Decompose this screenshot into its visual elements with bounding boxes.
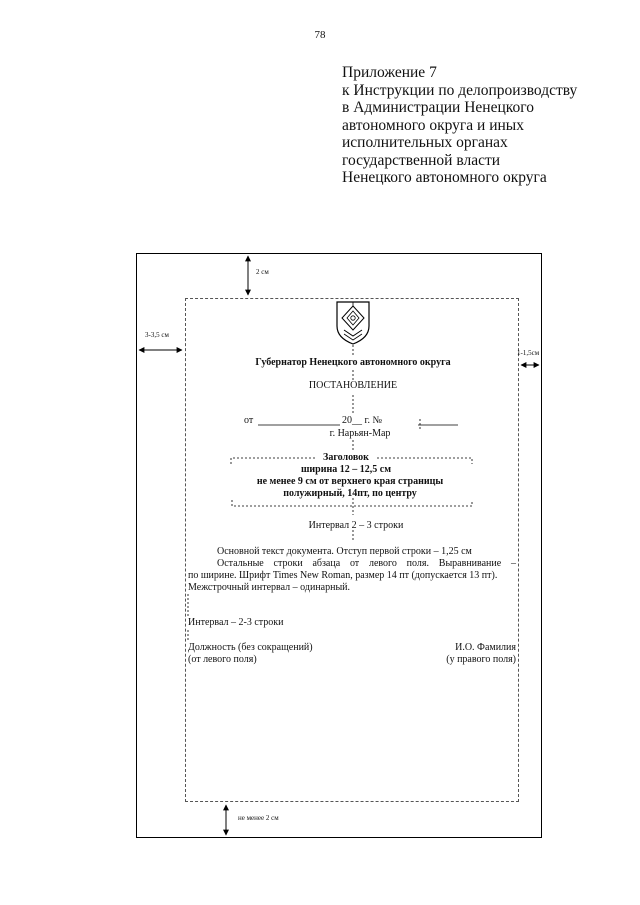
interval-note: Интервал 2 – 3 строки	[308, 520, 404, 531]
appendix-line: Приложение 7	[342, 64, 437, 81]
appendix-line: исполнительных органах	[342, 134, 508, 151]
decree-title: ПОСТАНОВЛЕНИЕ	[308, 380, 398, 391]
city-label: г. Нарьян-Мар	[329, 428, 391, 439]
left-margin-label: 3-3,5 см	[145, 331, 169, 339]
body-text-line: Остальные строки абзаца от левого поля. Выравнивание –	[217, 558, 516, 569]
signature-name-label: И.О. Фамилия	[455, 642, 516, 653]
appendix-line: автономного округа и иных	[342, 116, 524, 134]
heading-line: не менее 9 см от верхнего края страницы	[256, 476, 444, 487]
date-from-label: от	[244, 415, 254, 426]
date-year-label: 20__ г. №	[342, 415, 383, 426]
appendix-line: Ненецкого автономного округа	[342, 169, 547, 186]
signature-name-note: (у правого поля)	[446, 654, 516, 665]
body-text-line: Межстрочный интервал – одинарный.	[188, 582, 351, 593]
position-label: Должность (без сокращений)	[188, 642, 313, 653]
appendix-line: к Инструкции по делопроизводству	[342, 81, 578, 99]
heading-title: Заголовок	[323, 452, 369, 463]
appendix-line: государственной власти	[342, 151, 501, 169]
governor-title: Губернатор Ненецкого автономного округа	[255, 357, 451, 368]
body-text-line: по ширине. Шрифт Times New Roman, размер 14 пт (допускается 13 пт).	[188, 570, 498, 581]
interval-note: Интервал – 2-3 строки	[188, 617, 284, 628]
heading-line: ширина 12 – 12,5 см	[300, 464, 392, 475]
bottom-margin-label: не менее 2 см	[238, 814, 279, 822]
coat-of-arms-icon	[334, 300, 372, 346]
right-margin-label: 1-1,5см	[517, 349, 540, 357]
appendix-line: в Администрации Ненецкого	[342, 99, 534, 116]
top-margin-label: 2 см	[256, 268, 269, 276]
body-text-line: Основной текст документа. Отступ первой строки – 1,25 см	[217, 546, 472, 557]
position-note: (от левого поля)	[188, 654, 257, 665]
heading-line: полужирный, 14пт, по центру	[283, 488, 417, 499]
page-number: 78	[314, 29, 326, 41]
